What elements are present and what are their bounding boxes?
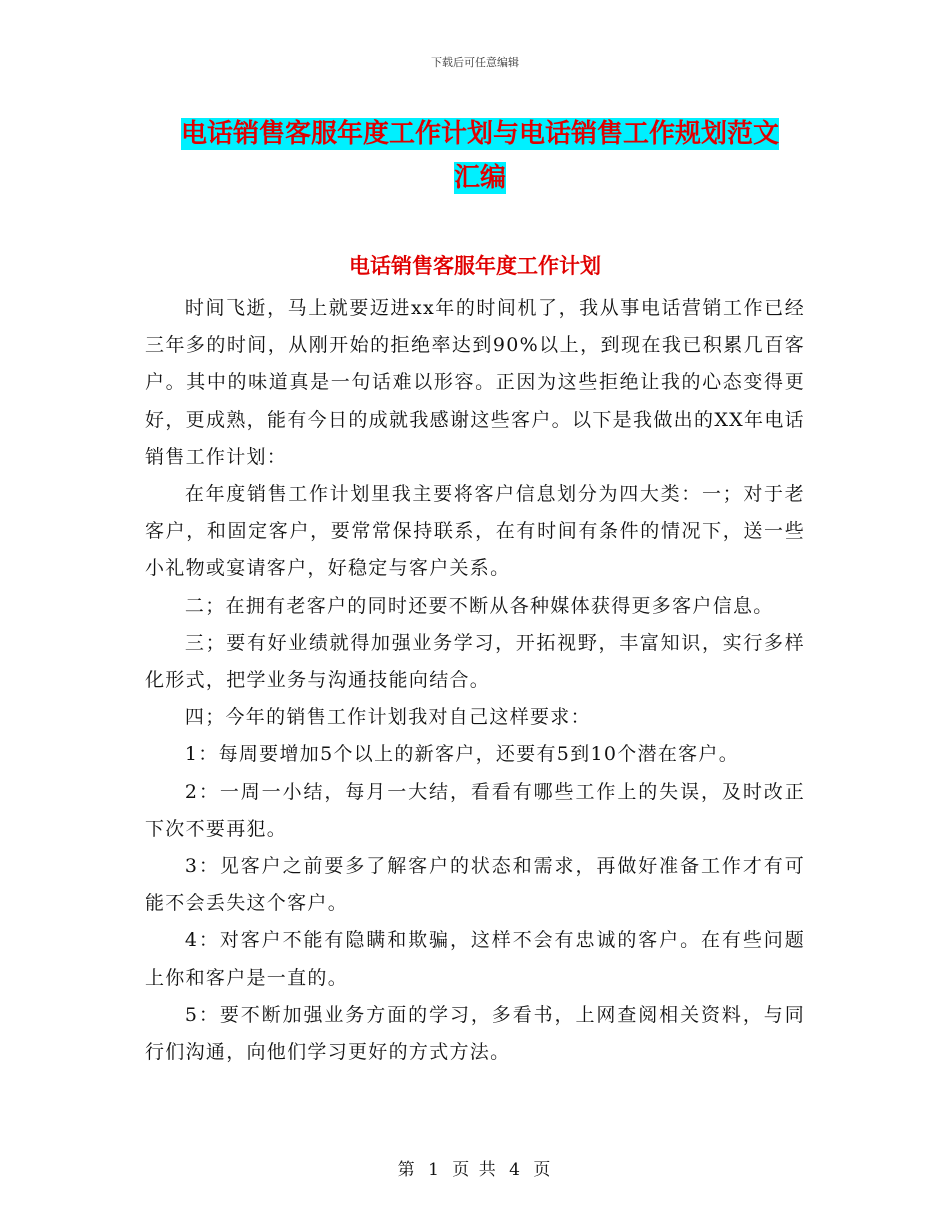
footer-total-pages: 4: [509, 1160, 522, 1180]
document-title: [150, 112, 810, 200]
paragraph: 5：要不断加强业务方面的学习，多看书，上网查阅相关资料，与同行们沟通，向他们学习更好的方式方法。: [145, 1003, 805, 1064]
paragraph: 二；在拥有老客户的同时还要不断从各种媒体获得更多客户信息。: [184, 594, 774, 617]
paragraph: 在年度销售工作计划里我主要将客户信息划分为四大类：一；对于老客户，和固定客户，要常常保持联系，在有时间有条件的情况下，送一些小礼物或宴请客户，好稳定与客户关系。: [145, 483, 805, 580]
document-title-line-2: 汇编: [453, 163, 506, 193]
paragraph: 时间飞逝，马上就要迈进xx年的时间机了，我从事电话营销工作已经三年多的时间，从刚开始的拒绝率达到90%以上，到现在我已积累几百客户。其中的味道真是一句话难以形容。正因为这些拒绝让我的心态变得更好，更成熟，能有今日的成就我感谢这些客户。以下是我做出的XX年电话销售工作计划：: [145, 297, 805, 468]
footer-mid: 页 共: [452, 1160, 498, 1180]
footer-page-number: 1: [428, 1160, 441, 1180]
paragraph: 三；要有好业绩就得加强业务学习，开拓视野，丰富知识，实行多样化形式，把学业务与沟通技能向结合。: [145, 631, 805, 692]
footer-suffix: 页: [533, 1160, 553, 1180]
paragraph: 1：每周要增加5个以上的新客户，还要有5到10个潜在客户。: [184, 743, 740, 766]
section-title: 电话销售客服年度工作计划: [349, 254, 601, 278]
footer-prefix: 第: [397, 1160, 417, 1180]
page-footer: [0, 1155, 950, 1180]
paragraph: 2：一周一小结，每月一大结，看看有哪些工作上的失误，及时改正下次不要再犯。: [145, 780, 805, 840]
paragraph: 四；今年的销售工作计划我对自己这样要求：: [184, 706, 591, 729]
paragraph: 3：见客户之前要多了解客户的状态和需求，再做好准备工作才有可能不会丢失这个客户。: [145, 855, 805, 915]
body-text: [145, 290, 805, 1071]
document-title-line-1: 电话销售客服年度工作计划与电话销售工作规划范文: [180, 119, 779, 149]
paragraph: 4：对客户不能有隐瞒和欺骗，这样不会有忠诚的客户。在有些问题上你和客户是一直的。: [145, 929, 805, 989]
header-note: 下载后可任意编辑: [431, 56, 519, 69]
